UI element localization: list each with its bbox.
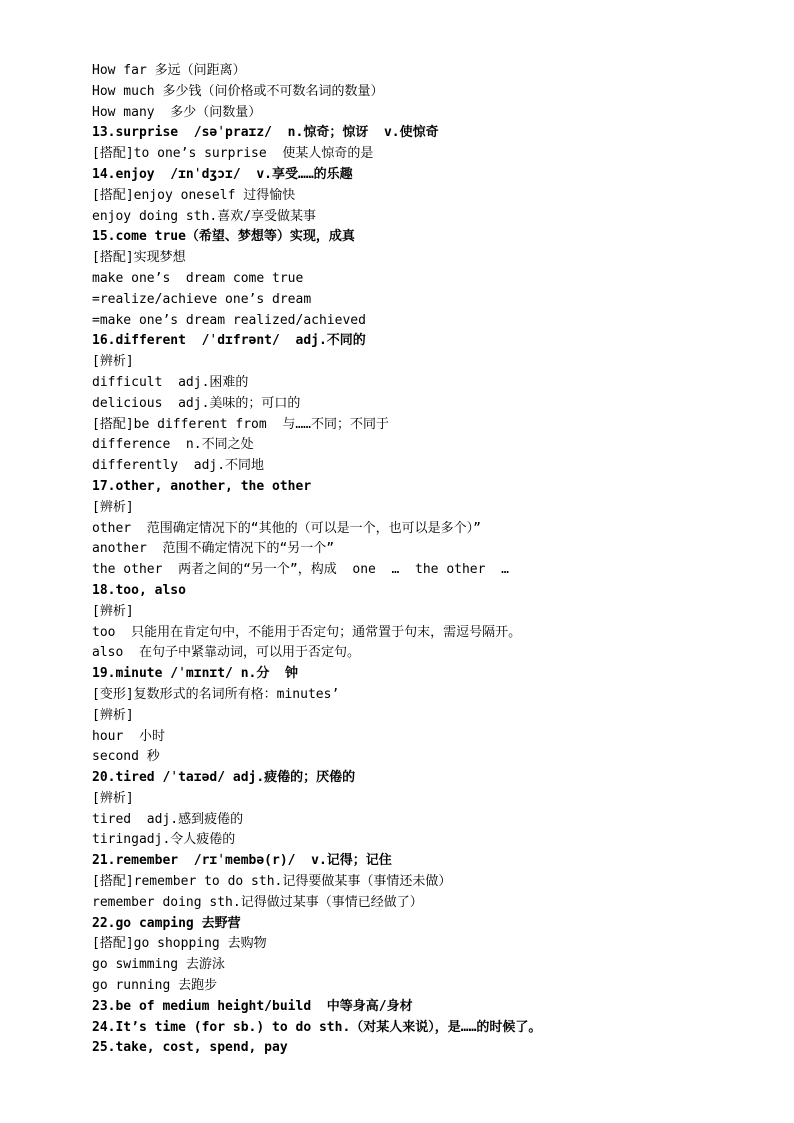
text-line: How much 多少钱（问价格或不可数名词的数量）	[92, 83, 384, 99]
entry-heading: 15.come true（希望、梦想等）实现，成真	[92, 229, 355, 245]
text-line: remember doing sth.记得做过某事（事情已经做了）	[92, 894, 423, 910]
entry-heading: 18.too, also	[92, 582, 186, 598]
text-line: [辨析]	[92, 499, 134, 515]
text-line: hour 小时	[92, 728, 165, 744]
text-line: [变形]复数形式的名词所有格：minutes’	[92, 686, 340, 702]
entry-heading: 20.tired /ˈtaɪəd/ adj.疲倦的；厌倦的	[92, 770, 356, 786]
entry-heading: 22.go camping 去野营	[92, 915, 241, 931]
text-line: also 在句子中紧靠动词，可以用于否定句。	[92, 645, 360, 661]
text-line: too 只能用在肯定句中，不能用于否定句；通常置于句末，需逗号隔开。	[92, 624, 522, 640]
text-line: tired adj.感到疲倦的	[92, 811, 244, 827]
text-line: How far 多远（问距离）	[92, 63, 246, 78]
text-line: delicious adj.美味的；可口的	[92, 395, 301, 411]
entry-heading: 25.take, cost, spend, pay	[92, 1040, 288, 1056]
text-line: enjoy doing sth.喜欢/享受做某事	[92, 208, 317, 224]
text-line: [辨析]	[92, 354, 134, 370]
text-line: another 范围不确定情况下的“另一个”	[92, 541, 335, 557]
text-line: [搭配]go shopping 去购物	[92, 936, 267, 952]
entry-heading: 13.surprise /səˈpraɪz/ n.惊奇；惊讶 v.使惊奇	[92, 125, 439, 141]
text-line: difficult adj.困难的	[92, 374, 249, 390]
text-line: [搭配]to one’s surprise 使某人惊奇的是	[92, 146, 374, 162]
entry-heading: 16.different /ˈdɪfrənt/ adj.不同的	[92, 333, 366, 349]
text-line: How many 多少（问数量）	[92, 104, 262, 120]
text-line: [搭配]be different from 与……不同；不同于	[92, 416, 390, 432]
entry-heading: 17.other, another, the other	[92, 478, 312, 494]
entry-heading: 14.enjoy /ɪnˈdʒɔɪ/ v.享受……的乐趣	[92, 166, 353, 182]
vocabulary-notes	[92, 61, 752, 1059]
text-line: tiringadj.令人疲倦的	[92, 832, 236, 848]
text-line: [搭配]enjoy oneself 过得愉快	[92, 187, 296, 203]
text-line: =make one’s dream realized/achieved	[92, 312, 366, 328]
text-line: =realize/achieve one’s dream	[92, 291, 312, 307]
text-line: [搭配]实现梦想	[92, 250, 186, 266]
text-line: [辨析]	[92, 790, 134, 806]
text-line: other 范围确定情况下的“其他的（可以是一个，也可以是多个）”	[92, 520, 481, 536]
text-line: [辨析]	[92, 707, 134, 723]
entry-heading: 24.It’s time (for sb.) to do sth.（对某人来说），是……的时候了。	[92, 1019, 542, 1035]
text-line: go running 去跑步	[92, 978, 218, 994]
entry-heading: 19.minute /ˈmɪnɪt/ n.分 钟	[92, 666, 299, 682]
text-line: [搭配]remember to do sth.记得要做某事（事情还未做）	[92, 874, 452, 890]
text-line: second 秒	[92, 749, 160, 765]
text-line: [辨析]	[92, 603, 134, 619]
text-line: the other 两者之间的“另一个”，构成 one … the other …	[92, 562, 509, 578]
text-line: differently adj.不同地	[92, 458, 265, 474]
text-line: difference n.不同之处	[92, 437, 254, 453]
entry-heading: 23.be of medium height/build 中等身高/身材	[92, 998, 413, 1014]
text-line: go swimming 去游泳	[92, 957, 225, 973]
text-line: make one’s dream come true	[92, 270, 304, 286]
entry-heading: 21.remember /rɪˈmembə(r)/ v.记得；记住	[92, 853, 392, 869]
